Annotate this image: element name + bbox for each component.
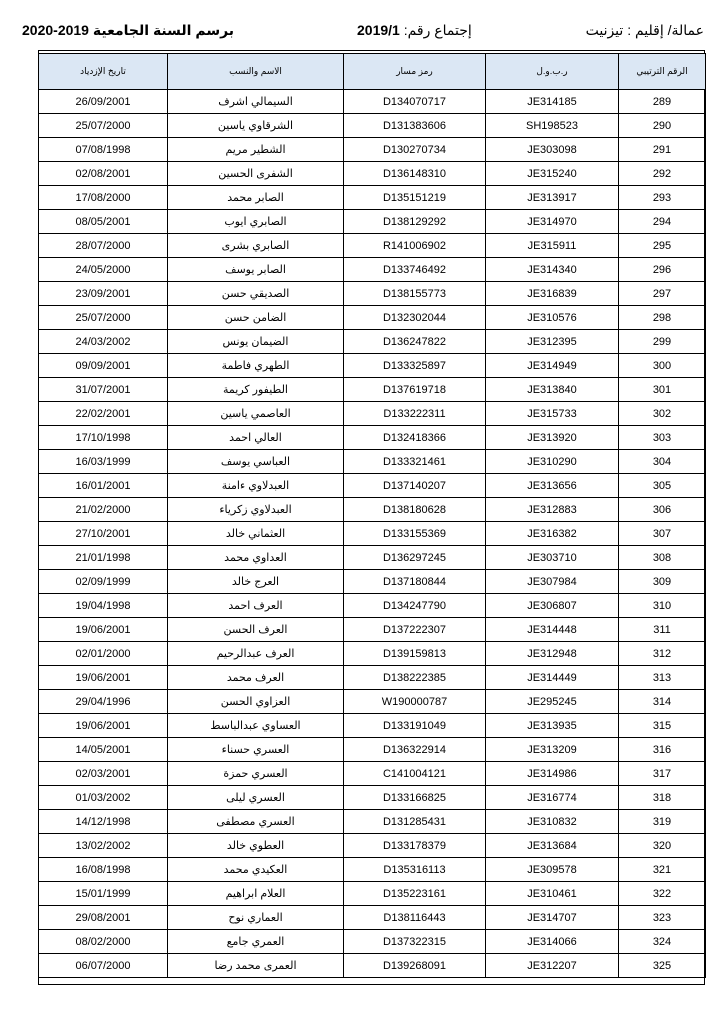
header-cin: ر.ب.و.ل bbox=[486, 54, 619, 90]
cell-full-name: العباسي يوسف bbox=[168, 450, 344, 474]
cell-massar-code: D131383606 bbox=[344, 114, 486, 138]
table-row bbox=[39, 138, 706, 162]
cell-cin: JE314185 bbox=[486, 90, 619, 114]
header-birth-date: تاريخ الإزدياد bbox=[39, 54, 168, 90]
cell-cin: JE312883 bbox=[486, 498, 619, 522]
cell-order-number: 305 bbox=[619, 474, 706, 498]
cell-cin: JE314707 bbox=[486, 906, 619, 930]
cell-massar-code: D136148310 bbox=[344, 162, 486, 186]
cell-order-number: 293 bbox=[619, 186, 706, 210]
cell-full-name: العبدلاوي زكرياء bbox=[168, 498, 344, 522]
cell-massar-code: D133155369 bbox=[344, 522, 486, 546]
cell-full-name: العداوي محمد bbox=[168, 546, 344, 570]
cell-cin: JE314949 bbox=[486, 354, 619, 378]
cell-birth-date: 28/07/2000 bbox=[39, 234, 168, 258]
cell-massar-code: D137180844 bbox=[344, 570, 486, 594]
table-row bbox=[39, 234, 706, 258]
cell-full-name: العماري نوح bbox=[168, 906, 344, 930]
cell-birth-date: 16/08/1998 bbox=[39, 858, 168, 882]
cell-full-name: العرج خالد bbox=[168, 570, 344, 594]
cell-cin: JE303098 bbox=[486, 138, 619, 162]
cell-massar-code: W190000787 bbox=[344, 690, 486, 714]
cell-order-number: 318 bbox=[619, 786, 706, 810]
cell-cin: JE314986 bbox=[486, 762, 619, 786]
table-row bbox=[39, 522, 706, 546]
cell-birth-date: 31/07/2001 bbox=[39, 378, 168, 402]
cell-massar-code: D130270734 bbox=[344, 138, 486, 162]
header-full-name: الاسم والنسب bbox=[168, 54, 344, 90]
cell-birth-date: 14/05/2001 bbox=[39, 738, 168, 762]
table-row bbox=[39, 258, 706, 282]
cell-birth-date: 24/05/2000 bbox=[39, 258, 168, 282]
table-row bbox=[39, 666, 706, 690]
cell-full-name: الصابري بشرى bbox=[168, 234, 344, 258]
cell-birth-date: 06/07/2000 bbox=[39, 954, 168, 978]
cell-order-number: 324 bbox=[619, 930, 706, 954]
cell-cin: JE316839 bbox=[486, 282, 619, 306]
document-header bbox=[22, 22, 704, 44]
cell-full-name: العبدلاوي ءامنة bbox=[168, 474, 344, 498]
cell-birth-date: 17/10/1998 bbox=[39, 426, 168, 450]
cell-birth-date: 15/01/1999 bbox=[39, 882, 168, 906]
table-row bbox=[39, 210, 706, 234]
table-row bbox=[39, 162, 706, 186]
cell-massar-code: D133746492 bbox=[344, 258, 486, 282]
cell-order-number: 292 bbox=[619, 162, 706, 186]
cell-full-name: العكيدي محمد bbox=[168, 858, 344, 882]
cell-full-name: الشفرى الحسين bbox=[168, 162, 344, 186]
header-order-number: الرقم الترتيبي bbox=[619, 54, 706, 90]
cell-massar-code: D137140207 bbox=[344, 474, 486, 498]
cell-massar-code: D138180628 bbox=[344, 498, 486, 522]
meeting-info bbox=[357, 22, 472, 39]
academic-year: برسم السنة الجامعية 2019-2020 bbox=[22, 22, 235, 38]
cell-cin: JE309578 bbox=[486, 858, 619, 882]
cell-full-name: العرف محمد bbox=[168, 666, 344, 690]
cell-cin: JE314970 bbox=[486, 210, 619, 234]
meeting-label: إجتماع رقم: bbox=[403, 22, 472, 38]
cell-order-number: 303 bbox=[619, 426, 706, 450]
table-row bbox=[39, 762, 706, 786]
cell-cin: JE303710 bbox=[486, 546, 619, 570]
cell-order-number: 320 bbox=[619, 834, 706, 858]
table-row bbox=[39, 378, 706, 402]
cell-full-name: العساوي عبدالباسط bbox=[168, 714, 344, 738]
cell-order-number: 307 bbox=[619, 522, 706, 546]
table-row bbox=[39, 570, 706, 594]
cell-massar-code: D135223161 bbox=[344, 882, 486, 906]
cell-order-number: 315 bbox=[619, 714, 706, 738]
cell-massar-code: D133325897 bbox=[344, 354, 486, 378]
cell-full-name: الشرقاوي ياسين bbox=[168, 114, 344, 138]
cell-birth-date: 02/08/2001 bbox=[39, 162, 168, 186]
cell-birth-date: 02/01/2000 bbox=[39, 642, 168, 666]
table-row bbox=[39, 618, 706, 642]
cell-full-name: العزاوي الحسن bbox=[168, 690, 344, 714]
table-row bbox=[39, 834, 706, 858]
cell-massar-code: D139268091 bbox=[344, 954, 486, 978]
cell-order-number: 322 bbox=[619, 882, 706, 906]
table-row bbox=[39, 690, 706, 714]
cell-full-name: الصابر محمد bbox=[168, 186, 344, 210]
cell-order-number: 301 bbox=[619, 378, 706, 402]
cell-cin: JE315911 bbox=[486, 234, 619, 258]
cell-massar-code: D138222385 bbox=[344, 666, 486, 690]
cell-cin: JE314448 bbox=[486, 618, 619, 642]
table-row bbox=[39, 906, 706, 930]
cell-full-name: العمري جامع bbox=[168, 930, 344, 954]
cell-cin: JE315240 bbox=[486, 162, 619, 186]
cell-order-number: 298 bbox=[619, 306, 706, 330]
cell-full-name: العطوي خالد bbox=[168, 834, 344, 858]
cell-birth-date: 14/12/1998 bbox=[39, 810, 168, 834]
table-row bbox=[39, 642, 706, 666]
cell-birth-date: 29/04/1996 bbox=[39, 690, 168, 714]
cell-massar-code: D139159813 bbox=[344, 642, 486, 666]
cell-massar-code: D135316113 bbox=[344, 858, 486, 882]
table-row bbox=[39, 282, 706, 306]
cell-massar-code: D137222307 bbox=[344, 618, 486, 642]
table-row bbox=[39, 738, 706, 762]
cell-cin: JE306807 bbox=[486, 594, 619, 618]
table-row bbox=[39, 930, 706, 954]
cell-massar-code: D132418366 bbox=[344, 426, 486, 450]
cell-order-number: 316 bbox=[619, 738, 706, 762]
cell-cin: JE310461 bbox=[486, 882, 619, 906]
cell-order-number: 317 bbox=[619, 762, 706, 786]
table-row bbox=[39, 498, 706, 522]
cell-massar-code: D133191049 bbox=[344, 714, 486, 738]
table-row bbox=[39, 714, 706, 738]
cell-order-number: 297 bbox=[619, 282, 706, 306]
header-massar-code: رمز مسار bbox=[344, 54, 486, 90]
table-row bbox=[39, 186, 706, 210]
table-row bbox=[39, 858, 706, 882]
cell-birth-date: 22/02/2001 bbox=[39, 402, 168, 426]
table-row bbox=[39, 354, 706, 378]
cell-full-name: العمرى محمد رضا bbox=[168, 954, 344, 978]
cell-order-number: 306 bbox=[619, 498, 706, 522]
cell-order-number: 299 bbox=[619, 330, 706, 354]
cell-full-name: الضيمان يونس bbox=[168, 330, 344, 354]
cell-cin: JE315733 bbox=[486, 402, 619, 426]
cell-birth-date: 24/03/2002 bbox=[39, 330, 168, 354]
cell-massar-code: C141004121 bbox=[344, 762, 486, 786]
table-row bbox=[39, 882, 706, 906]
cell-cin: JE313920 bbox=[486, 426, 619, 450]
cell-full-name: العاصمي ياسين bbox=[168, 402, 344, 426]
cell-full-name: العثماني خالد bbox=[168, 522, 344, 546]
cell-birth-date: 09/09/2001 bbox=[39, 354, 168, 378]
table-row bbox=[39, 810, 706, 834]
cell-full-name: الصابري ايوب bbox=[168, 210, 344, 234]
cell-massar-code: D137322315 bbox=[344, 930, 486, 954]
meeting-number: 2019/1 bbox=[357, 22, 400, 38]
cell-cin: SH198523 bbox=[486, 114, 619, 138]
cell-birth-date: 19/04/1998 bbox=[39, 594, 168, 618]
table-row bbox=[39, 450, 706, 474]
cell-full-name: العسري حسناء bbox=[168, 738, 344, 762]
cell-order-number: 312 bbox=[619, 642, 706, 666]
cell-cin: JE313840 bbox=[486, 378, 619, 402]
cell-massar-code: D137619718 bbox=[344, 378, 486, 402]
cell-massar-code: D133166825 bbox=[344, 786, 486, 810]
cell-birth-date: 21/02/2000 bbox=[39, 498, 168, 522]
cell-cin: JE314449 bbox=[486, 666, 619, 690]
cell-birth-date: 07/08/1998 bbox=[39, 138, 168, 162]
cell-order-number: 289 bbox=[619, 90, 706, 114]
cell-cin: JE314340 bbox=[486, 258, 619, 282]
cell-full-name: الشطير مريم bbox=[168, 138, 344, 162]
cell-birth-date: 08/05/2001 bbox=[39, 210, 168, 234]
cell-massar-code: D138155773 bbox=[344, 282, 486, 306]
table-row bbox=[39, 90, 706, 114]
cell-cin: JE313917 bbox=[486, 186, 619, 210]
cell-massar-code: D133321461 bbox=[344, 450, 486, 474]
cell-birth-date: 26/09/2001 bbox=[39, 90, 168, 114]
cell-cin: JE313684 bbox=[486, 834, 619, 858]
cell-birth-date: 21/01/1998 bbox=[39, 546, 168, 570]
cell-order-number: 296 bbox=[619, 258, 706, 282]
cell-birth-date: 17/08/2000 bbox=[39, 186, 168, 210]
cell-cin: JE310290 bbox=[486, 450, 619, 474]
cell-birth-date: 13/02/2002 bbox=[39, 834, 168, 858]
cell-birth-date: 08/02/2000 bbox=[39, 930, 168, 954]
cell-birth-date: 16/03/1999 bbox=[39, 450, 168, 474]
table-row bbox=[39, 546, 706, 570]
cell-cin: JE313935 bbox=[486, 714, 619, 738]
cell-order-number: 313 bbox=[619, 666, 706, 690]
cell-order-number: 314 bbox=[619, 690, 706, 714]
cell-cin: JE312948 bbox=[486, 642, 619, 666]
table-row bbox=[39, 114, 706, 138]
cell-full-name: العسري حمزة bbox=[168, 762, 344, 786]
table-row bbox=[39, 402, 706, 426]
cell-birth-date: 29/08/2001 bbox=[39, 906, 168, 930]
cell-cin: JE312207 bbox=[486, 954, 619, 978]
cell-massar-code: D133222311 bbox=[344, 402, 486, 426]
cell-massar-code: D133178379 bbox=[344, 834, 486, 858]
cell-order-number: 311 bbox=[619, 618, 706, 642]
cell-massar-code: R141006902 bbox=[344, 234, 486, 258]
cell-massar-code: D135151219 bbox=[344, 186, 486, 210]
cell-order-number: 302 bbox=[619, 402, 706, 426]
table-row bbox=[39, 954, 706, 978]
cell-birth-date: 01/03/2002 bbox=[39, 786, 168, 810]
cell-full-name: العرف احمد bbox=[168, 594, 344, 618]
cell-cin: JE295245 bbox=[486, 690, 619, 714]
cell-full-name: الصابر يوسف bbox=[168, 258, 344, 282]
cell-full-name: العرف الحسن bbox=[168, 618, 344, 642]
cell-order-number: 290 bbox=[619, 114, 706, 138]
cell-massar-code: D138116443 bbox=[344, 906, 486, 930]
cell-full-name: العلام ابراهيم bbox=[168, 882, 344, 906]
cell-birth-date: 16/01/2001 bbox=[39, 474, 168, 498]
cell-order-number: 291 bbox=[619, 138, 706, 162]
cell-birth-date: 27/10/2001 bbox=[39, 522, 168, 546]
cell-order-number: 300 bbox=[619, 354, 706, 378]
cell-massar-code: D138129292 bbox=[344, 210, 486, 234]
cell-order-number: 294 bbox=[619, 210, 706, 234]
cell-order-number: 319 bbox=[619, 810, 706, 834]
cell-order-number: 310 bbox=[619, 594, 706, 618]
cell-birth-date: 19/06/2001 bbox=[39, 618, 168, 642]
cell-full-name: الطهري فاطمة bbox=[168, 354, 344, 378]
cell-birth-date: 19/06/2001 bbox=[39, 666, 168, 690]
province-label: عمالة/ إقليم : تيزنيت bbox=[585, 22, 704, 38]
cell-full-name: الضامن حسن bbox=[168, 306, 344, 330]
cell-massar-code: D134070717 bbox=[344, 90, 486, 114]
cell-cin: JE313656 bbox=[486, 474, 619, 498]
cell-order-number: 295 bbox=[619, 234, 706, 258]
cell-cin: JE307984 bbox=[486, 570, 619, 594]
cell-cin: JE316774 bbox=[486, 786, 619, 810]
cell-massar-code: D136322914 bbox=[344, 738, 486, 762]
cell-massar-code: D134247790 bbox=[344, 594, 486, 618]
cell-full-name: العسري ليلى bbox=[168, 786, 344, 810]
cell-full-name: الطيفور كريمة bbox=[168, 378, 344, 402]
table-row bbox=[39, 594, 706, 618]
cell-full-name: السيمالي اشرف bbox=[168, 90, 344, 114]
cell-full-name: الصديقي حسن bbox=[168, 282, 344, 306]
cell-full-name: العالي احمد bbox=[168, 426, 344, 450]
table-header-row bbox=[39, 54, 706, 90]
cell-birth-date: 25/07/2000 bbox=[39, 306, 168, 330]
cell-order-number: 304 bbox=[619, 450, 706, 474]
cell-cin: JE313209 bbox=[486, 738, 619, 762]
cell-massar-code: D132302044 bbox=[344, 306, 486, 330]
cell-order-number: 309 bbox=[619, 570, 706, 594]
cell-full-name: العرف عبدالرحيم bbox=[168, 642, 344, 666]
cell-birth-date: 02/09/1999 bbox=[39, 570, 168, 594]
cell-birth-date: 19/06/2001 bbox=[39, 714, 168, 738]
table-row bbox=[39, 786, 706, 810]
cell-order-number: 325 bbox=[619, 954, 706, 978]
cell-order-number: 323 bbox=[619, 906, 706, 930]
cell-full-name: العسري مصطفى bbox=[168, 810, 344, 834]
cell-massar-code: D136297245 bbox=[344, 546, 486, 570]
cell-birth-date: 02/03/2001 bbox=[39, 762, 168, 786]
cell-cin: JE310832 bbox=[486, 810, 619, 834]
cell-birth-date: 23/09/2001 bbox=[39, 282, 168, 306]
cell-cin: JE312395 bbox=[486, 330, 619, 354]
cell-cin: JE314066 bbox=[486, 930, 619, 954]
cell-order-number: 308 bbox=[619, 546, 706, 570]
cell-cin: JE316382 bbox=[486, 522, 619, 546]
table-row bbox=[39, 426, 706, 450]
cell-cin: JE310576 bbox=[486, 306, 619, 330]
table-row bbox=[39, 474, 706, 498]
cell-birth-date: 25/07/2000 bbox=[39, 114, 168, 138]
students-table bbox=[38, 53, 706, 978]
cell-order-number: 321 bbox=[619, 858, 706, 882]
cell-massar-code: D136247822 bbox=[344, 330, 486, 354]
cell-massar-code: D131285431 bbox=[344, 810, 486, 834]
table-row bbox=[39, 330, 706, 354]
table-row bbox=[39, 306, 706, 330]
